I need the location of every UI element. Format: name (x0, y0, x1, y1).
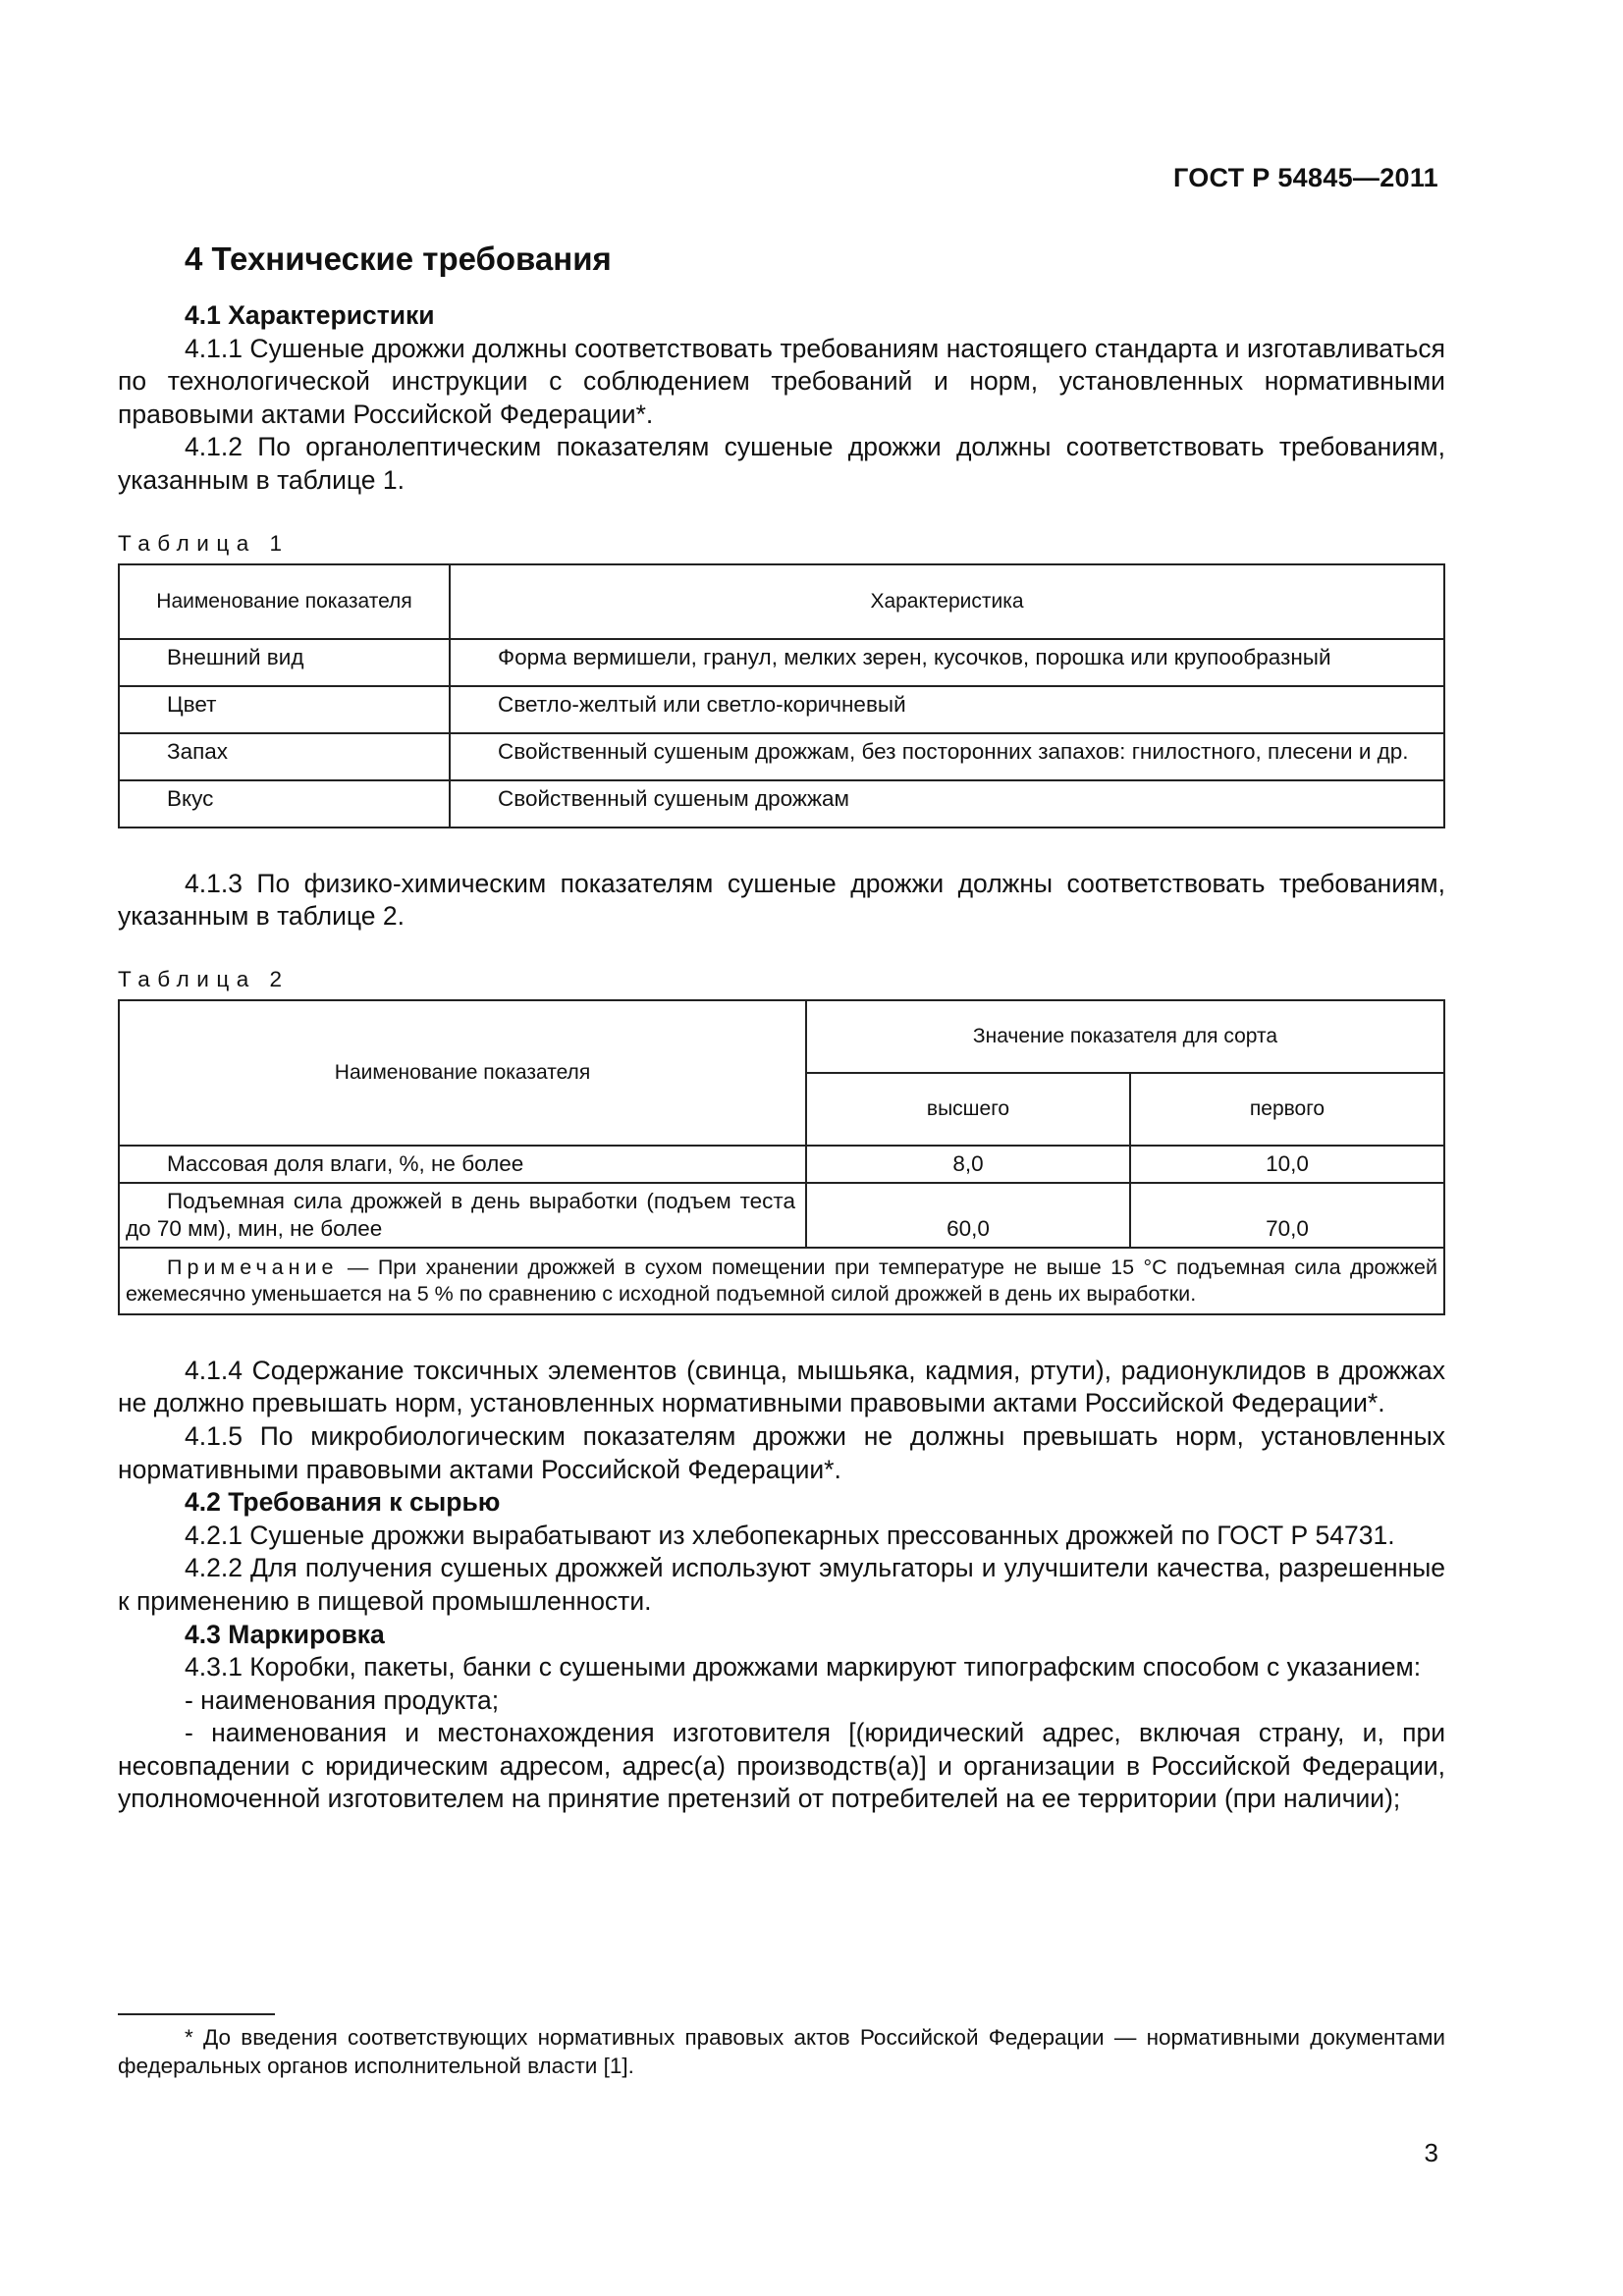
table2-header-grade-highest: высшего (806, 1073, 1130, 1146)
paragraph-4-2-2: 4.2.2 Для получения сушеных дрожжей используют эмульгаторы и улучшители качества, разрешенные к применению в пищевой промышленности. (118, 1553, 1445, 1616)
table1 (118, 563, 1445, 828)
document-header: ГОСТ Р 54845—2011 (1172, 163, 1438, 192)
page-number: 3 (1424, 2138, 1438, 2167)
table-row (119, 1146, 1444, 1183)
paragraph-4-1-5: 4.1.5 По микробиологическим показателям дрожжи не должны превышать норм, установленных нормативными правовыми актами Российской Федерации*. (118, 1420, 1445, 1484)
table2-header-group: Значение показателя для сорта (806, 1000, 1444, 1073)
document-body (118, 240, 1445, 1816)
table2-cell-first: 10,0 (1130, 1146, 1444, 1183)
list-item: - наименования и местонахождения изготовителя [(юридический адрес, включая страну, и, при несовпадении с юридическим адресом, адрес(а) производств(а)] и организации в Российской Федерации, уполномоченной изготовителем на принятие претензий от потребителей на ее территории (при наличии); (118, 1718, 1445, 1814)
table-row (119, 1183, 1444, 1248)
table2-note-text: — При хранении дрожжей в сухом помещении при температуре не выше 15 °С подъемная сила дрожжей ежемесячно уменьшается на 5 % по сравнению с исходной подъемной силой дрожжей в день их выработки. (126, 1255, 1437, 1306)
table1-cell-value: Форма вермишели, гранул, мелких зерен, кусочков, порошка или крупообразный (450, 639, 1444, 686)
table1-cell-value: Свойственный сушеным дрожжам (450, 780, 1444, 828)
paragraph-4-2-1: 4.2.1 Сушеные дрожжи вырабатывают из хлебопекарных прессованных дрожжей по ГОСТ Р 54731. (185, 1520, 1395, 1550)
table2-header-grade-first: первого (1130, 1073, 1444, 1146)
table2-note-row (119, 1248, 1444, 1314)
footnote-divider (118, 2013, 275, 2015)
table2-cell-name: Массовая доля влаги, %, не более (119, 1146, 806, 1183)
table2-note-lead: Примечание (167, 1255, 339, 1279)
paragraph-4-1-2: 4.1.2 По органолептическим показателям сушеные дрожжи должны соответствовать требованиям, указанным в таблице 1. (118, 432, 1445, 495)
section-title: 4 Технические требования (185, 240, 612, 277)
table1-cell-name: Внешний вид (119, 639, 450, 686)
paragraph-4-1-1: 4.1.1 Сушеные дрожжи должны соответствовать требованиям настоящего стандарта и изготавливаться по технологической инструкции с соблюдением требований и норм, установленных нормативными правовыми актами Российской Федерации*. (118, 333, 1445, 429)
paragraph-4-3-1: 4.3.1 Коробки, пакеты, банки с сушеными дрожжами маркируют типографским способом с указанием: (185, 1652, 1422, 1682)
subsection-title-4-3: 4.3 Маркировка (185, 1619, 385, 1649)
table1-header-name: Наименование показателя (119, 564, 450, 639)
list-item: - наименования продукта; (185, 1684, 500, 1715)
table2-header-name: Наименование показателя (119, 1000, 806, 1146)
table1-cell-value: Свойственный сушеным дрожжам, без посторонних запахов: гнилостного, плесени и др. (450, 733, 1444, 780)
table1-cell-name: Запах (119, 733, 450, 780)
table-row (119, 639, 1444, 686)
table1-cell-name: Вкус (119, 780, 450, 828)
paragraph-4-1-3: 4.1.3 По физико-химическим показателям сушеные дрожжи должны соответствовать требованиям, указанным в таблице 2. (118, 868, 1445, 932)
paragraph-4-1-4: 4.1.4 Содержание токсичных элементов (свинца, мышьяка, кадмия, ртути), радионуклидов в дрожжах не должно превышать норм, установленных нормативными правовыми актами Российской Федерации*. (118, 1355, 1445, 1418)
table-row (119, 733, 1444, 780)
table-row (119, 686, 1444, 733)
table2-cell-first: 70,0 (1130, 1183, 1444, 1248)
table2-cell-highest: 8,0 (806, 1146, 1130, 1183)
table2 (118, 999, 1445, 1315)
table1-cell-value: Светло-желтый или светло-коричневый (450, 686, 1444, 733)
table2-cell-highest: 60,0 (806, 1183, 1130, 1248)
footnote: * До введения соответствующих нормативных правовых актов Российской Федерации — нормативными документами федеральных органов исполнительной власти [1]. (118, 2025, 1445, 2078)
subsection-title-4-1: 4.1 Характеристики (185, 300, 435, 330)
table2-header-row-1 (119, 1000, 1444, 1073)
table1-header-row (119, 564, 1444, 639)
table2-cell-name: Подъемная сила дрожжей в день выработки (подъем теста до 70 мм), мин, не более (119, 1183, 806, 1248)
table1-label: Таблица 1 (118, 530, 290, 556)
table1-cell-name: Цвет (119, 686, 450, 733)
table-row (119, 780, 1444, 828)
subsection-title-4-2: 4.2 Требования к сырью (185, 1487, 501, 1518)
table2-label: Таблица 2 (118, 966, 290, 991)
table2-note (119, 1248, 1444, 1314)
table1-header-characteristic: Характеристика (450, 564, 1444, 639)
